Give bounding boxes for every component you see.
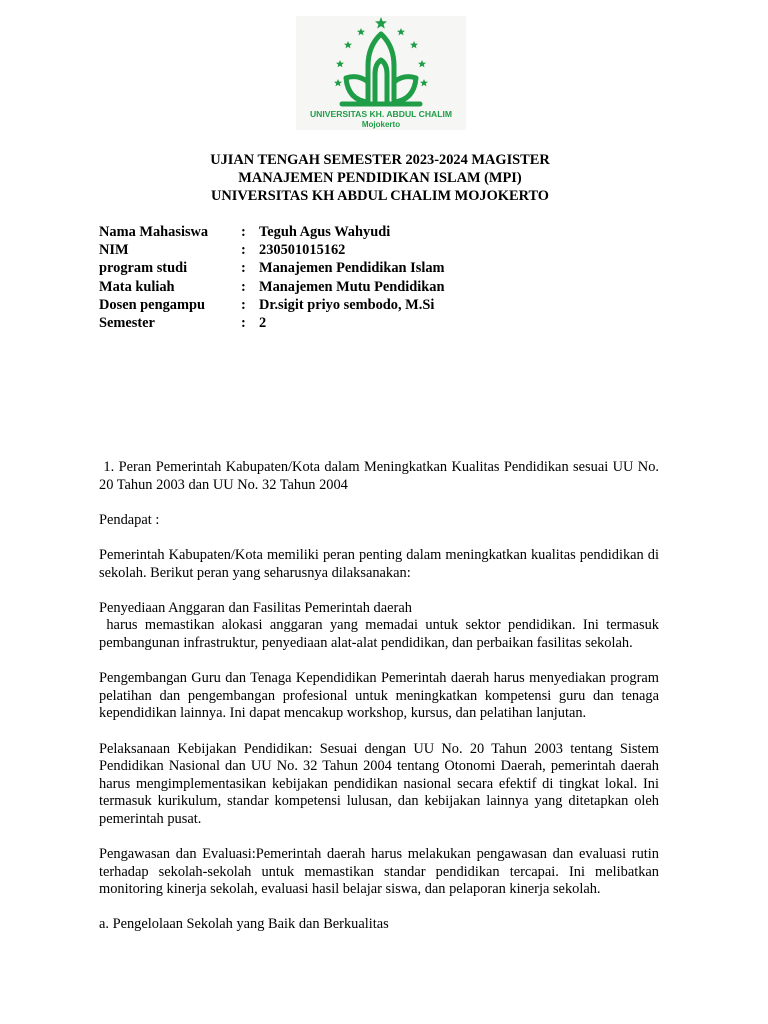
info-label: Mata kuliah [99, 278, 175, 295]
info-label: Dosen pengampu [99, 296, 205, 313]
info-label: Nama Mahasiswa [99, 224, 209, 240]
info-label: program studi [99, 260, 188, 277]
logo-city-name: Mojokerto [361, 120, 401, 129]
intro-paragraph: Pemerintah Kabupaten/Kota memiliki peran penting dalam meningkatkan kualitas pendidikan di sekolah. Berikut peran yang seharusnya dilaksanakan: [99, 546, 659, 581]
info-value: Manajemen Pendidikan Islam [259, 260, 445, 277]
question-heading: 1. Peran Pemerintah Kabupaten/Kota dalam Meningkatkan Kualitas Pendidikan sesuai UU No. 20 Tahun 2003 dan UU No. 32 Tahun 2004 [99, 459, 659, 493]
paragraph-budget [99, 600, 659, 653]
paragraph-budget-heading: Penyediaan Anggaran dan Fasilitas Pemerintah daerah [99, 599, 412, 616]
info-value: 2 [259, 314, 267, 331]
logo-university-name: UNIVERSITAS KH. ABDUL CHALIM [309, 109, 453, 119]
info-value: Teguh Agus Wahyudi [259, 224, 391, 240]
title-line-3: UNIVERSITAS KH ABDUL CHALIM MOJOKERTO [211, 188, 549, 205]
paragraph-policy-implementation: Pelaksanaan Kebijakan Pendidikan: Sesuai dengan UU No. 20 Tahun 2003 tentang Sistem Pendidikan Nasional dan UU No. 32 Tahun 2004 tentang Otonomi Daerah, pemerintah daerah harus mengimplementasikan kebijakan pendidikan nasional secara efektif di tingkat lokal. Ini termasuk kurikulum, standar kompetensi lulusan, dan kebijakan lainnya yang ditetapkan oleh pemerintah pusat. [99, 740, 659, 827]
info-label: Semester [99, 314, 155, 331]
paragraph-budget-body: harus memastikan alokasi anggaran yang memadai untuk sektor pendidikan. Ini termasuk pembangunan infrastruktur, penyediaan alat-alat pendidikan, dan perbaikan fasilitas sekolah. [99, 617, 659, 651]
info-colon: : [241, 296, 246, 313]
info-colon: : [241, 224, 246, 240]
info-colon: : [241, 242, 246, 259]
info-colon: : [241, 260, 246, 277]
answer-body [99, 459, 659, 952]
title-line-1: UJIAN TENGAH SEMESTER 2023-2024 MAGISTER [210, 152, 550, 168]
info-label: NIM [99, 242, 129, 259]
info-value: 230501015162 [259, 242, 346, 259]
paragraph-teacher-development: Pengembangan Guru dan Tenaga Kependidikan Pemerintah daerah harus menyediakan program pelatihan dan pengembangan profesional untuk meningkatkan kompetensi guru dan tenaga kependidikan lainnya. Ini dapat mencakup workshop, kursus, dan pelatihan lanjutan. [99, 670, 659, 722]
title-line-2: MANAJEMEN PENDIDIKAN ISLAM (MPI) [238, 170, 522, 187]
info-colon: : [241, 314, 246, 331]
university-logo [296, 16, 466, 130]
info-value: Dr.sigit priyo sembodo, M.Si [259, 296, 435, 313]
subheading-school-management: a. Pengelolaan Sekolah yang Baik dan Berkualitas [99, 916, 389, 933]
info-colon: : [241, 278, 246, 295]
exam-title [100, 151, 660, 206]
pendapat-label: Pendapat : [99, 511, 160, 528]
paragraph-supervision: Pengawasan dan Evaluasi:Pemerintah daerah harus melakukan pengawasan dan evaluasi rutin terhadap sekolah-sekolah untuk memastikan standar pendidikan tercapai. Ini melibatkan monitoring kinerja sekolah, evaluasi hasil belajar siswa, dan pelaporan kinerja sekolah. [99, 846, 659, 898]
info-value: Manajemen Mutu Pendidikan [259, 278, 445, 295]
